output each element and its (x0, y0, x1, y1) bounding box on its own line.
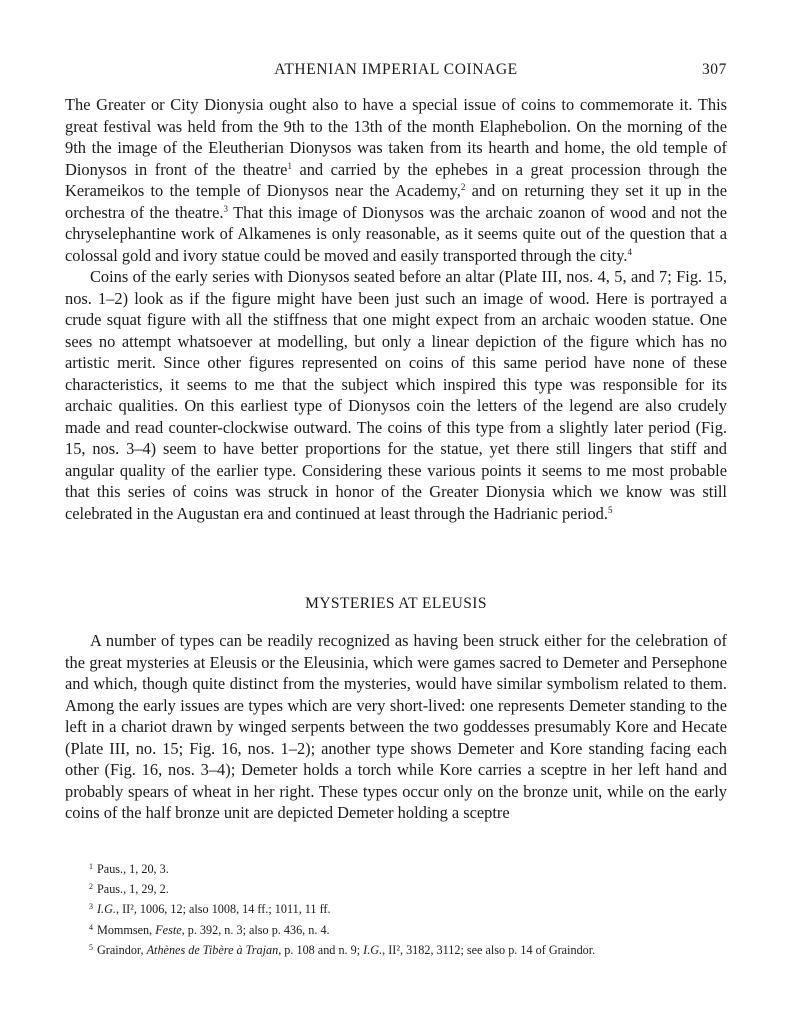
footnote (65, 898, 727, 918)
footnote-text: Paus., 1, 20, 3. (97, 862, 169, 876)
footnote-number: 1 (89, 862, 93, 871)
section-dionysia (65, 94, 727, 524)
running-title: ATHENIAN IMPERIAL COINAGE (274, 61, 518, 78)
footnote-italic: Feste (155, 922, 182, 937)
footnote (65, 878, 727, 898)
footnote-text: , II², 1006, 12; also 1008, 14 ff.; 1011, 11 ff. (115, 902, 331, 917)
footnote-text: , p. 392, n. 3; also p. 436, n. 4. (181, 922, 330, 937)
footnote-text: Paus., 1, 29, 2. (97, 882, 169, 897)
footnote-number: 3 (89, 902, 93, 912)
footnote-ref: 4 (627, 246, 632, 257)
footnote-text: Mommsen, (97, 922, 156, 937)
footnote-number: 4 (89, 922, 93, 932)
footnote-ref: 2 (460, 182, 466, 192)
footnotes (65, 858, 727, 959)
text-run: Coins of the early series with Dionysos seated before an altar (Plate III, nos. 4, 5, and 7; Fig. 15, nos. 1–2) look as if the figure might have been just such an image of wood. Here is portrayed a crude squat figure with all the stiffness that one might expect from an archaic wooden statue. One sees no attempt whatsoever at modelling, but only a linear depiction of the figure which has no artistic merit. Since other figures represented on coins of this same period have none of these characteristics, it seems to me that the subject which inspired this type was responsible for its archaic qualities. On this earliest type of Dionysos coin the letters of the legend are also crudely made and read counter-clockwise outward. The coins of this type from a slightly later period (Fig. 15, nos. 3–4) seem to have better proportions for the statue, yet there still lingers that stiff and angular quality of the earlier type. Considering these various points it seems to me most probable that this series of coins was struck in honor of the Greater Dionysia which we know was still celebrated in the Augustan era and continued at least through the Hadrianic period. (65, 267, 727, 523)
running-head (65, 61, 727, 83)
paragraph (65, 266, 727, 524)
text-run: That this image of Dionysos was the archaic zoanon of wood and not the chryselephantine work of Alkamenes is only reasonable, as it seems quite out of the question that a colossal gold and ivory statue could be moved and easily transported through the city. (65, 202, 727, 265)
text-run: and on returning they set it up in the orchestra of the theatre. (65, 181, 727, 222)
footnote-text: , II², 3182, 3112; see also p. 14 of Graindor. (382, 942, 596, 957)
footnote-ref: 1 (287, 160, 292, 171)
footnote (65, 939, 727, 959)
page-number: 307 (701, 61, 727, 78)
footnote-italic: I.G. (363, 942, 383, 957)
footnote-text: Graindor, (97, 942, 147, 957)
section-heading: MYSTERIES AT ELEUSIS (305, 595, 487, 612)
paragraph: A number of types can be readily recognized as having been struck either for the celebration of the great mysteries at Eleusis or the Eleusinia, which were games sacred to Demeter and Persephone and which, though quite distinct from the mysteries, would have similar symbolism related to them. Among the early issues are types which are very short-lived: one represents Demeter standing to the left in a chariot drawn by winged serpents between the two goddesses presumably Kore and Hecate (Plate III, no. 15; Fig. 16, nos. 1–2); another type shows Demeter and Kore standing facing each other (Fig. 16, nos. 3–4); Demeter holds a torch while Kore carries a sceptre in her left hand and probably spears of wheat in her right. These types occur only on the bronze unit, while on the early coins of the half bronze unit are depicted Demeter holding a sceptre (65, 631, 727, 822)
footnote-italic: Athènes de Tibère à Trajan (146, 942, 279, 957)
paragraph (65, 94, 727, 266)
text-run: and carried by the ephebes in a great procession through the Kerameikos to the temple of Dionysos near the Academy, (65, 159, 727, 200)
footnote (65, 858, 727, 878)
text-run: The Greater or City Dionysia ought also to have a special issue of coins to commemorate it. This great festival was held from the 9th to the 13th of the month Elaphebolion. On the morning of the 9th the image of the Eleutherian Dionysos was taken from its hearth and home, the old temple of Dionysos in front of the theatre (65, 95, 727, 179)
footnote-text: , p. 108 and n. 9; (278, 942, 364, 957)
footnote (65, 919, 727, 939)
section-eleusis (65, 630, 727, 824)
footnote-italic: I.G. (97, 902, 116, 917)
footnote-number: 5 (89, 942, 93, 952)
footnote-number: 2 (89, 882, 93, 892)
footnote-ref: 5 (607, 504, 613, 515)
footnote-ref: 3 (223, 203, 229, 214)
